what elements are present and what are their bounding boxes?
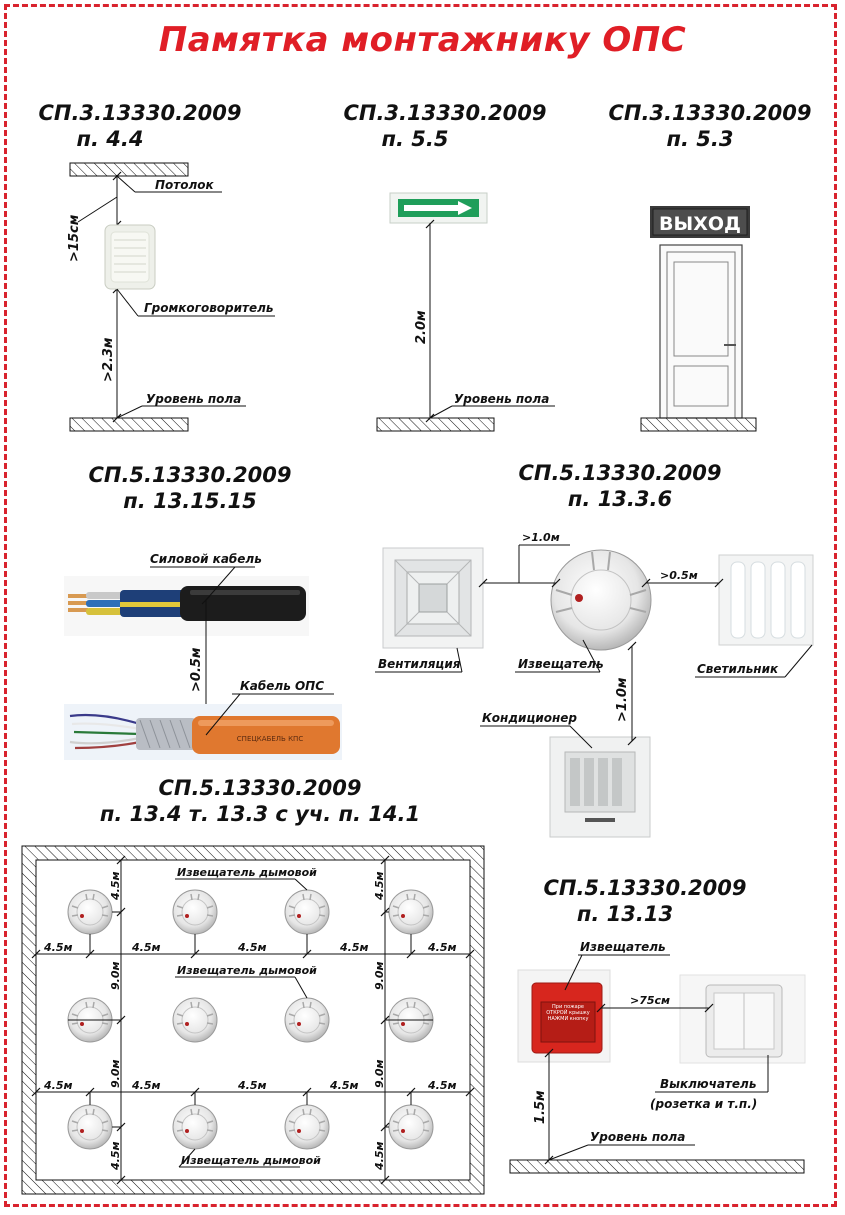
section-code: СП.3.13330.2009 <box>38 101 242 125</box>
dim-15m: 1.5м <box>533 1090 548 1124</box>
section-code: СП.5.13330.2009 <box>158 776 362 800</box>
dim-45-f: 4.5м <box>44 1079 73 1092</box>
call-point-text: При пожаре ОТКРОЙ крышку НАЖМИ кнопку <box>546 1004 590 1022</box>
speaker-label: Громкоговоритель <box>144 301 274 315</box>
dim-90-v1: 9.0м <box>109 961 122 990</box>
smoke-label-2: Извещатель дымовой <box>177 964 317 977</box>
switch-label: Выключатель <box>660 1077 757 1091</box>
dim-90-v3: 9.0м <box>109 1059 122 1088</box>
section-code: СП.5.13330.2009 <box>518 461 722 485</box>
dim-10m-vent: >1.0м <box>522 531 560 544</box>
section-clause: п. 13.13 <box>576 902 674 926</box>
section-clause: п. 13.3.6 <box>567 487 673 511</box>
smoke-label-3: Извещатель дымовой <box>181 1154 321 1167</box>
dim-45-v3: 4.5м <box>109 1141 122 1170</box>
section-clause: п. 4.4 <box>76 127 144 151</box>
section-code: СП.3.13330.2009 <box>608 101 812 125</box>
ops-cable-label: Кабель ОПС <box>240 679 325 693</box>
lamp-label: Светильник <box>697 662 779 676</box>
dim-20m: 2.0м <box>414 310 429 344</box>
switch-note: (розетка и т.п.) <box>650 1097 758 1111</box>
dim-45-g: 4.5м <box>132 1079 161 1092</box>
section-clause: п. 13.15.15 <box>123 489 257 513</box>
room-plan-diagram <box>22 846 484 1194</box>
dim-10m-cond: >1.0м <box>615 677 630 722</box>
section-clause: п. 5.5 <box>381 127 449 151</box>
conditioner-label: Кондиционер <box>482 711 578 725</box>
floor-label-2: Уровень пола <box>454 392 550 406</box>
ceiling-label: Потолок <box>155 178 214 192</box>
ceiling-hatch <box>70 163 188 176</box>
cable-print: СПЕЦКАБЕЛЬ КПС <box>236 735 304 743</box>
section-clause: п. 13.4 т. 13.3 с уч. п. 14.1 <box>99 802 421 826</box>
cables-diagram <box>64 552 342 760</box>
dim-45-i: 4.5м <box>330 1079 359 1092</box>
dim-15cm: >15см <box>67 214 82 262</box>
dim-45-v2: 4.5м <box>373 871 386 900</box>
dim-45-v1: 4.5м <box>109 871 122 900</box>
speaker-diagram <box>67 163 275 431</box>
exit-door-diagram <box>641 206 756 431</box>
dim-05m-cable: >0.5м <box>189 647 204 692</box>
page-title: Памятка монтажнику ОПС <box>158 20 687 60</box>
power-cable-label: Силовой кабель <box>150 552 262 566</box>
dim-05m-lamp: >0.5м <box>660 569 698 582</box>
detector-distance-diagram <box>375 531 813 837</box>
detector-label: Извещатель <box>518 657 604 671</box>
dim-45-j: 4.5м <box>428 1079 457 1092</box>
dim-45-h: 4.5м <box>238 1079 267 1092</box>
dim-90-v4: 9.0м <box>373 1059 386 1088</box>
dim-45-a: 4.5м <box>44 941 73 954</box>
section-code: СП.5.13330.2009 <box>543 876 747 900</box>
dim-45-c: 4.5м <box>238 941 267 954</box>
dim-45-v4: 4.5м <box>373 1141 386 1170</box>
dim-45-b: 4.5м <box>132 941 161 954</box>
section-clause: п. 5.3 <box>666 127 734 151</box>
section-code: СП.5.13330.2009 <box>88 463 292 487</box>
dim-90-v2: 9.0м <box>373 961 386 990</box>
dim-23m: >2.3м <box>101 337 116 382</box>
floor-label-3: Уровень пола <box>590 1130 686 1144</box>
detector-icon <box>551 550 651 650</box>
dim-75cm: >75см <box>630 994 671 1007</box>
call-point-diagram <box>510 940 805 1173</box>
exit-sign-text: ВЫХОД <box>659 213 741 235</box>
smoke-label-1: Извещатель дымовой <box>177 866 317 879</box>
call-point-label: Извещатель <box>580 940 666 954</box>
dim-45-e: 4.5м <box>428 941 457 954</box>
door-icon <box>660 245 742 418</box>
exit-arrow-diagram <box>377 193 555 431</box>
dim-45-d: 4.5м <box>340 941 369 954</box>
ventilation-label: Вентиляция <box>378 657 461 671</box>
section-code: СП.3.13330.2009 <box>343 101 547 125</box>
floor-label: Уровень пола <box>146 392 242 406</box>
floor-hatch <box>70 418 188 431</box>
